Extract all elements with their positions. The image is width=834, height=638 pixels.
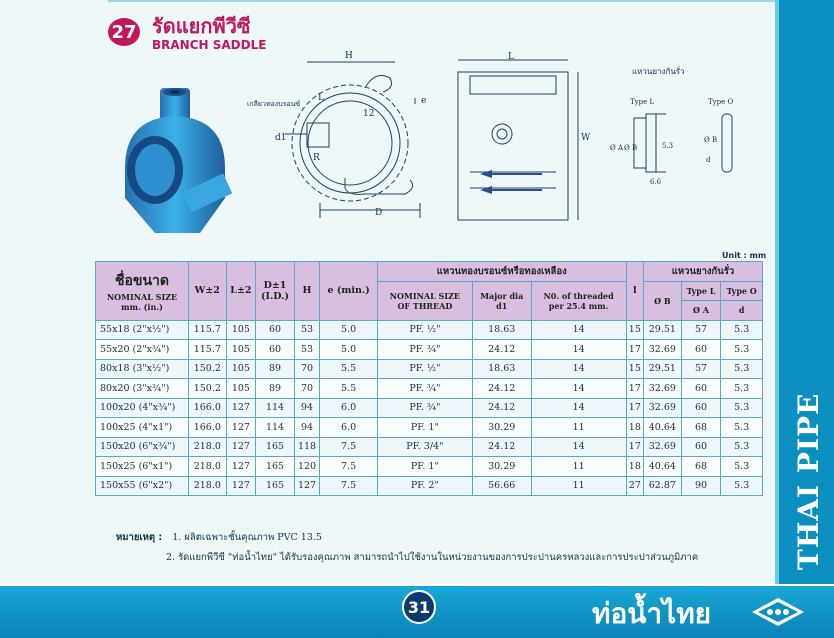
footer-brand: ท่อน้ำไทย <box>592 597 712 630</box>
table-cell: 70 <box>294 379 320 399</box>
table-cell: 5.0 <box>320 320 378 340</box>
table-cell: 127 <box>294 476 320 496</box>
table-cell: 60 <box>681 437 721 457</box>
table-cell: 18.63 <box>472 359 531 379</box>
table-cell: 165 <box>256 437 295 457</box>
svg-text:5.3: 5.3 <box>662 142 674 150</box>
svg-text:12: 12 <box>363 109 375 119</box>
table-cell: 115.7 <box>189 340 227 360</box>
svg-text:H: H <box>345 51 353 61</box>
table-cell: 62.87 <box>644 476 682 496</box>
svg-text:เกลียวทองบรอนซ์: เกลียวทองบรอนซ์ <box>247 100 301 108</box>
table-cell: 29.51 <box>644 320 682 340</box>
table-cell: 27 <box>626 476 643 496</box>
table-cell: 5.5 <box>320 359 378 379</box>
table-cell: 17 <box>626 340 643 360</box>
major-dia-header: Major dia d1 <box>472 281 531 320</box>
table-row <box>96 437 763 457</box>
table-cell: 14 <box>531 340 626 360</box>
table-row <box>96 359 763 379</box>
size-cell: 80x18 (3"x½") <box>96 359 189 379</box>
oa-header: Ø A <box>681 301 721 321</box>
section-number-badge: 27 <box>108 18 140 46</box>
table-cell: 14 <box>531 437 626 457</box>
table-cell: 18 <box>626 418 643 438</box>
table-cell: 127 <box>226 398 256 418</box>
notes <box>116 528 698 568</box>
svg-text:L: L <box>508 52 514 62</box>
table-cell: 5.3 <box>721 418 763 438</box>
table-cell: 105 <box>226 340 256 360</box>
table-cell: 56.66 <box>472 476 531 496</box>
l-header: L±2 <box>226 262 256 321</box>
table-cell: 24.12 <box>472 437 531 457</box>
table-cell: 5.0 <box>320 340 378 360</box>
table-cell: 15 <box>626 320 643 340</box>
brand-vertical: THAI PIPE <box>792 392 825 570</box>
table-cell: 120 <box>294 457 320 477</box>
type-o-header: Type O <box>721 281 763 301</box>
table-cell: 6.0 <box>320 398 378 418</box>
table-cell: 24.12 <box>472 398 531 418</box>
table-cell: 5.3 <box>721 398 763 418</box>
svg-text:Ø A: Ø A <box>610 144 624 152</box>
table-cell: PF. ¾" <box>377 398 472 418</box>
table-cell: 166.0 <box>189 418 227 438</box>
table-cell: 5.3 <box>721 340 763 360</box>
table-cell: 94 <box>294 398 320 418</box>
table-cell: 105 <box>226 379 256 399</box>
note-2: 2. รัดแยกพีวีซี "ท่อน้ำไทย" ได้รับรองคุณภาพ สามารถนำไปใช้งานในหน่วยงานของการประปานครหลวงและการประปาส่วนภูมิภาค <box>166 552 699 563</box>
svg-text:W: W <box>581 133 590 143</box>
size-cell: 100x25 (4"x1") <box>96 418 189 438</box>
table-cell: 166.0 <box>189 398 227 418</box>
table-row <box>96 320 763 340</box>
section-title-thai: รัดแยกพีวีซี <box>152 14 251 38</box>
table-cell: PF. ½" <box>377 320 472 340</box>
table-cell: 150.2 <box>189 359 227 379</box>
svg-text:D: D <box>375 208 383 218</box>
table-row <box>96 476 763 496</box>
table-cell: 5.3 <box>721 359 763 379</box>
table-cell: 6.0 <box>320 418 378 438</box>
table-cell: 30.29 <box>472 457 531 477</box>
table-cell: 5.5 <box>320 379 378 399</box>
svg-text:6.6: 6.6 <box>650 178 662 186</box>
side-section-drawing <box>245 48 445 238</box>
table-row <box>96 398 763 418</box>
table-cell: 17 <box>626 379 643 399</box>
table-cell: 11 <box>531 476 626 496</box>
threads-per-inch-header: N0. of threaded per 25.4 mm. <box>531 281 626 320</box>
d-small-header: d <box>721 301 763 321</box>
table-cell: 127 <box>226 418 256 438</box>
d-header: D±1 (I.D.) <box>256 262 295 321</box>
table-cell: 18 <box>626 457 643 477</box>
svg-text:Ø B: Ø B <box>704 136 718 144</box>
page-number: 31 <box>402 590 436 624</box>
svg-text:d1: d1 <box>275 133 287 143</box>
table-cell: PF. ¾" <box>377 379 472 399</box>
svg-text:R: R <box>313 153 320 163</box>
rubber-ring-drawing <box>596 62 756 202</box>
table-cell: 32.69 <box>644 398 682 418</box>
table-cell: 14 <box>531 320 626 340</box>
table-row <box>96 379 763 399</box>
table-cell: 53 <box>294 340 320 360</box>
table-cell: 218.0 <box>189 457 227 477</box>
size-cell: 80x20 (3"x¾") <box>96 379 189 399</box>
table-cell: 5.3 <box>721 379 763 399</box>
table-cell: 14 <box>531 359 626 379</box>
table-cell: 127 <box>226 476 256 496</box>
table-cell: 32.69 <box>644 437 682 457</box>
table-cell: 115.7 <box>189 320 227 340</box>
table-cell: 14 <box>531 379 626 399</box>
note-1: 1. ผลิตเฉพาะชั้นคุณภาพ PVC 13.5 <box>172 532 322 543</box>
spec-table <box>95 261 763 496</box>
table-cell: 18.63 <box>472 320 531 340</box>
table-cell: 5.3 <box>721 457 763 477</box>
size-cell: 150x20 (6"x¾") <box>96 437 189 457</box>
table-cell: 24.12 <box>472 340 531 360</box>
table-cell: 70 <box>294 359 320 379</box>
table-cell: 15 <box>626 359 643 379</box>
thread-nominal-header: NOMINAL SIZE OF THREAD <box>377 281 472 320</box>
table-cell: 114 <box>256 418 295 438</box>
table-cell: 5.3 <box>721 320 763 340</box>
table-cell: 94 <box>294 418 320 438</box>
w-header: W±2 <box>189 262 227 321</box>
svg-text:Type L: Type L <box>630 98 655 106</box>
top-view-drawing <box>450 52 590 232</box>
svg-text:e: e <box>421 96 427 106</box>
table-cell: 165 <box>256 457 295 477</box>
table-cell: PF. 2" <box>377 476 472 496</box>
table-cell: 127 <box>226 457 256 477</box>
table-cell: 60 <box>681 340 721 360</box>
brand-logo-icon <box>750 596 806 628</box>
table-cell: 53 <box>294 320 320 340</box>
ob-header: Ø B <box>644 281 682 320</box>
table-cell: 14 <box>531 398 626 418</box>
table-cell: 60 <box>256 320 295 340</box>
top-rule <box>108 0 775 2</box>
table-cell: 60 <box>256 340 295 360</box>
notes-label: หมายเหตุ : <box>116 532 163 543</box>
table-cell: PF. 1" <box>377 457 472 477</box>
table-cell: 60 <box>681 379 721 399</box>
table-cell: PF. 1" <box>377 418 472 438</box>
table-cell: 105 <box>226 320 256 340</box>
table-cell: 57 <box>681 359 721 379</box>
table-cell: 11 <box>531 457 626 477</box>
type-l-header: Type L <box>681 281 721 301</box>
table-cell: 218.0 <box>189 476 227 496</box>
table-cell: 114 <box>256 398 295 418</box>
table-row <box>96 418 763 438</box>
table-cell: 60 <box>681 398 721 418</box>
table-cell: 5.3 <box>721 476 763 496</box>
table-cell: 40.64 <box>644 418 682 438</box>
table-cell: 17 <box>626 398 643 418</box>
svg-text:Type O: Type O <box>708 98 734 106</box>
length-header: l <box>626 262 643 321</box>
size-header: ชื่อขนาด NOMINAL SIZE mm. (in.) <box>96 262 189 321</box>
table-cell: 40.64 <box>644 457 682 477</box>
table-cell: PF. 3/4" <box>377 437 472 457</box>
table-cell: 118 <box>294 437 320 457</box>
table-cell: 150.2 <box>189 379 227 399</box>
table-cell: 32.69 <box>644 340 682 360</box>
table-cell: 127 <box>226 437 256 457</box>
size-cell: 150x55 (6"x2") <box>96 476 189 496</box>
svg-text:L: L <box>318 93 324 103</box>
table-row <box>96 340 763 360</box>
table-cell: 57 <box>681 320 721 340</box>
table-cell: PF. ¾" <box>377 340 472 360</box>
table-cell: 7.5 <box>320 476 378 496</box>
table-cell: 17 <box>626 437 643 457</box>
svg-text:Ø B: Ø B <box>624 144 638 152</box>
table-cell: 5.3 <box>721 437 763 457</box>
table-cell: 68 <box>681 418 721 438</box>
table-cell: 218.0 <box>189 437 227 457</box>
table-cell: 7.5 <box>320 457 378 477</box>
size-cell: 55x20 (2"x¾") <box>96 340 189 360</box>
e-header: e (min.) <box>320 262 378 321</box>
table-cell: PF. ½" <box>377 359 472 379</box>
table-cell: 105 <box>226 359 256 379</box>
table-cell: 7.5 <box>320 437 378 457</box>
table-cell: 90 <box>681 476 721 496</box>
size-cell: 55x18 (2"x½") <box>96 320 189 340</box>
product-photo <box>115 88 235 236</box>
section-title-english: BRANCH SADDLE <box>152 38 267 52</box>
table-cell: 24.12 <box>472 379 531 399</box>
h-header: H <box>294 262 320 321</box>
table-cell: 11 <box>531 418 626 438</box>
table-cell: 32.69 <box>644 379 682 399</box>
svg-text:d: d <box>706 156 711 164</box>
table-row <box>96 457 763 477</box>
table-cell: 29.51 <box>644 359 682 379</box>
table-cell: 30.29 <box>472 418 531 438</box>
size-cell: 100x20 (4"x¾") <box>96 398 189 418</box>
size-cell: 150x25 (6"x1") <box>96 457 189 477</box>
unit-label: Unit : mm <box>722 251 767 260</box>
thread-group-header: แหวนทองบรอนซ์หรือทองเหลือง <box>377 262 626 282</box>
table-cell: 68 <box>681 457 721 477</box>
svg-text:แหวนยางกันรั่ว: แหวนยางกันรั่ว <box>632 67 685 76</box>
table-cell: 89 <box>256 379 295 399</box>
ring-group-header: แหวนยางกันรั่ว <box>644 262 763 282</box>
table-cell: 165 <box>256 476 295 496</box>
table-cell: 89 <box>256 359 295 379</box>
